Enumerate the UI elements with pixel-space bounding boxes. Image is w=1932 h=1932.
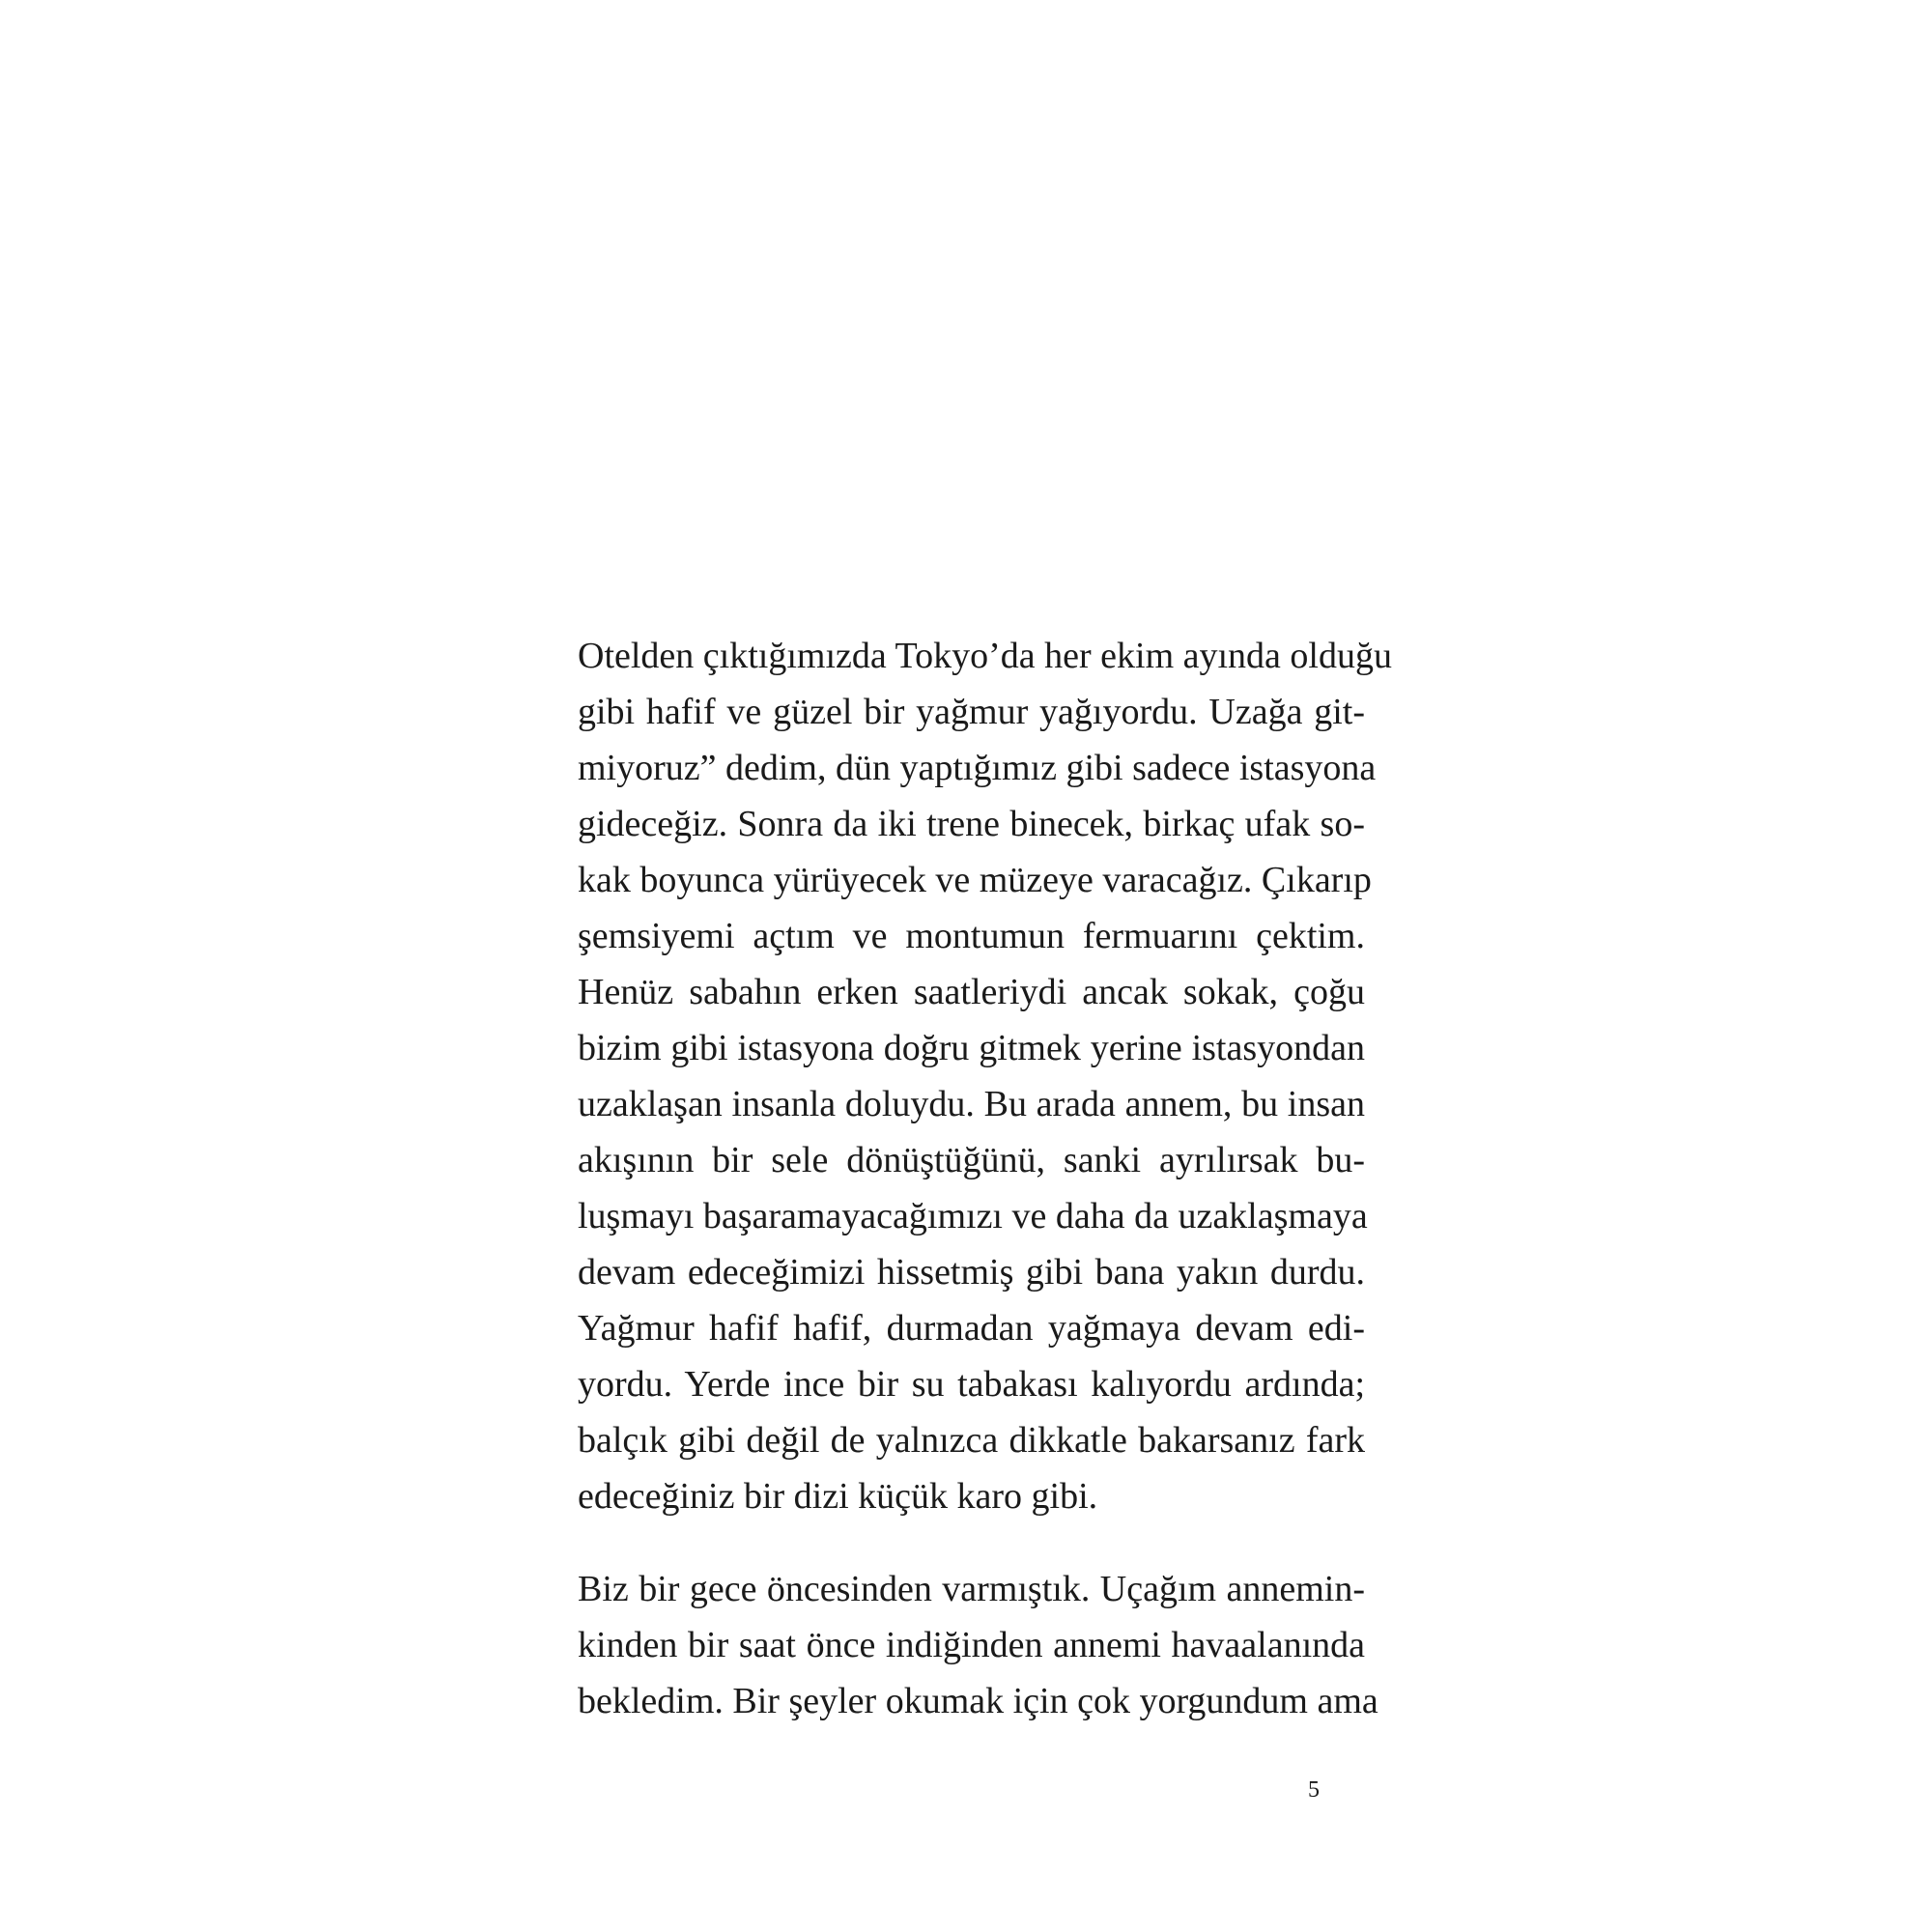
text-line: miyoruz” dedim, dün yaptığımız gibi sadece istasyona — [578, 748, 1377, 788]
paragraph-gap — [578, 1524, 1365, 1561]
text-line: balçık gibi değil de yalnızca dikkatle bakarsanız fark — [578, 1420, 1365, 1461]
text-line: edeceğiniz bir dizi küçük karo gibi. — [578, 1476, 1098, 1517]
text-line: kak boyunca yürüyecek ve müzeye varacağız. Çıkarıp — [578, 860, 1372, 900]
text-line: devam edeceğimizi hissetmiş gibi bana yakın durdu. — [578, 1252, 1365, 1293]
text-line: gideceğiz. Sonra da iki trene binecek, birkaç ufak so- — [578, 804, 1365, 844]
text-line: Yağmur hafif hafif, durmadan yağmaya devam edi- — [578, 1308, 1365, 1349]
text-line: kinden bir saat önce indiğinden annemi havaalanında — [578, 1625, 1365, 1665]
text-line: şemsiyemi açtım ve montumun fermuarını çektim. — [578, 916, 1365, 956]
body-text — [578, 628, 1392, 1729]
text-line: Henüz sabahın erken saatleriydi ancak sokak, çoğu — [578, 972, 1365, 1012]
text-line: Otelden çıktığımızda Tokyo’da her ekim ayında olduğu — [578, 636, 1392, 676]
page-number: 5 — [1308, 1777, 1320, 1803]
text-line: gibi hafif ve güzel bir yağmur yağıyordu. Uzağa git- — [578, 692, 1365, 732]
text-line: yordu. Yerde ince bir su tabakası kalıyordu ardında; — [578, 1364, 1365, 1405]
paragraph — [578, 1561, 1378, 1729]
text-line: luşmayı başaramayacağımızı ve daha da uzaklaşmaya — [578, 1196, 1368, 1236]
text-line: Biz bir gece öncesinden varmıştık. Uçağım annemin- — [578, 1569, 1365, 1609]
paragraph — [578, 628, 1392, 1524]
text-line: akışının bir sele dönüştüğünü, sanki ayrılırsak bu- — [578, 1140, 1365, 1180]
text-line: bekledim. Bir şeyler okumak için çok yorgundum ama — [578, 1681, 1378, 1721]
text-line: bizim gibi istasyona doğru gitmek yerine istasyondan — [578, 1028, 1365, 1068]
text-line: uzaklaşan insanla doluydu. Bu arada annem, bu insan — [578, 1084, 1365, 1124]
